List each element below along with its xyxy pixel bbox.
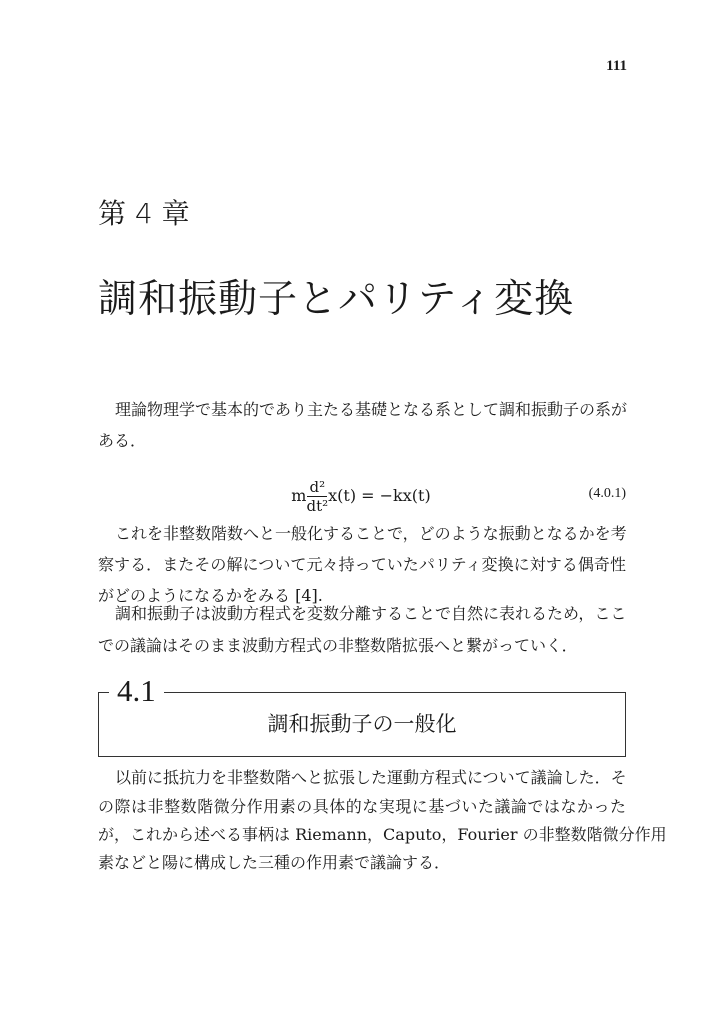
paragraph-line: 以前に抵抗力を非整数階へと拡張した運動方程式について議論した．そ: [115, 768, 627, 787]
section-title: 調和振動子の一般化: [267, 712, 457, 736]
paragraph-line: 素などと陽に構成した三種の作用素で議論する．: [98, 853, 451, 872]
paragraph-line: 調和振動子は波動方程式を変数分離することで自然に表れるため，ここ: [115, 604, 627, 623]
equation-denominator: dt²: [306, 497, 329, 515]
paragraph-line: の際は非整数階微分作用素の具体的な実現に基づいた議論ではなかった: [98, 797, 626, 816]
page-number: 111: [606, 58, 627, 74]
paragraph-line: がどのようになるかをみる [4].: [98, 586, 323, 605]
paragraph-line: での議論はそのまま波動方程式の非整数階拡張へと繋がっていく．: [98, 636, 578, 655]
chapter-title: 調和振動子とパリティ変換: [98, 277, 575, 322]
paragraph-line: 察する．またその解について元々持っていたパリティ変換に対する偶奇性: [98, 555, 626, 574]
equation-coef: m: [291, 486, 307, 505]
section-number: 4.1: [109, 674, 164, 708]
equation-number: (4.0.1): [588, 486, 626, 501]
paragraph-line: これを非整数階数へと一般化することで，どのような振動となるかを考: [115, 524, 627, 543]
paragraph-line: ある．: [98, 431, 147, 450]
chapter-label: 第 4 章: [98, 197, 190, 230]
equation-numerator: d²: [309, 478, 326, 496]
equation-fraction: [306, 478, 328, 515]
section-heading-box: [98, 673, 626, 757]
equation-rest: x(t) = −kx(t): [328, 486, 431, 505]
paragraph-line: 理論物理学で基本的であり主たる基礎となる系として調和振動子の系が: [115, 400, 628, 419]
paragraph-line: が，これから述べる事柄は Riemann，Caputo，Fourier の非整数階微分作用: [98, 825, 667, 844]
box-top-border: [159, 692, 625, 693]
